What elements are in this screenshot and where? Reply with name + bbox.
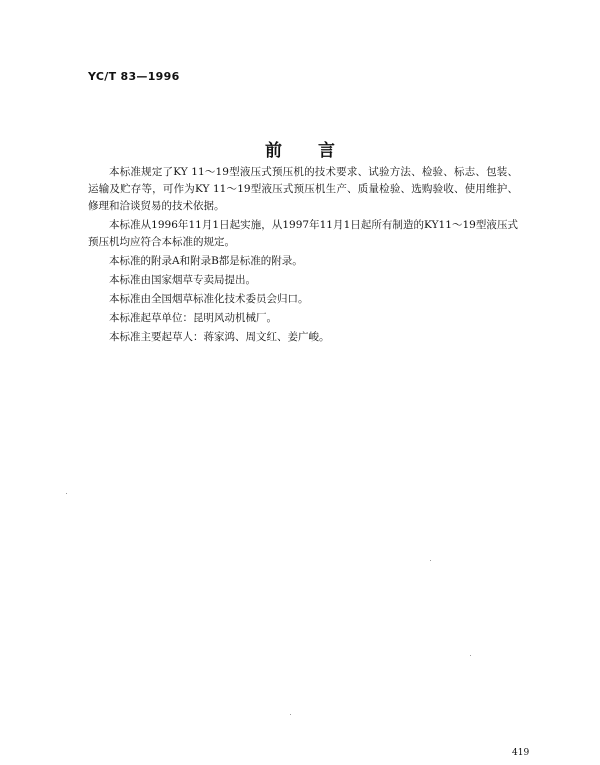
scan-speck [470,655,471,656]
page-number: 419 [512,748,530,758]
paragraph-responsible-committee: 本标准由全国烟草标准化技术委员会归口。 [109,293,309,305]
paragraph-drafting-unit: 本标准起草单位：昆明风动机械厂。 [109,312,277,324]
scan-speck [430,560,431,561]
scan-speck [290,714,291,715]
paragraph-scope: 本标准规定了KY 11～19型液压式预压机的技术要求、试验方法、检验、标志、包装、运输及贮存等，可作为KY 11～19型液压式预压机生产、质量检验、选购验收、使用维护、修理和洽谈贸易的技术依据。 [88,166,518,212]
paragraph-drafters: 本标准主要起草人：蒋家鸿、周文红、姜广峻。 [109,331,330,343]
paragraph-effective-date: 本标准从1996年11月1日起实施，从1997年11月1日起所有制造的KY11～19型液压式预压机均应符合本标准的规定。 [88,219,518,248]
scan-speck [66,493,67,494]
standard-number: YC/T 83—1996 [88,70,180,83]
paragraph-appendix: 本标准的附录A和附录B都是标准的附录。 [109,255,303,267]
paragraph-proposer: 本标准由国家烟草专卖局提出。 [109,274,256,286]
section-title-foreword: 前言 [265,141,371,161]
foreword-body [88,164,518,348]
